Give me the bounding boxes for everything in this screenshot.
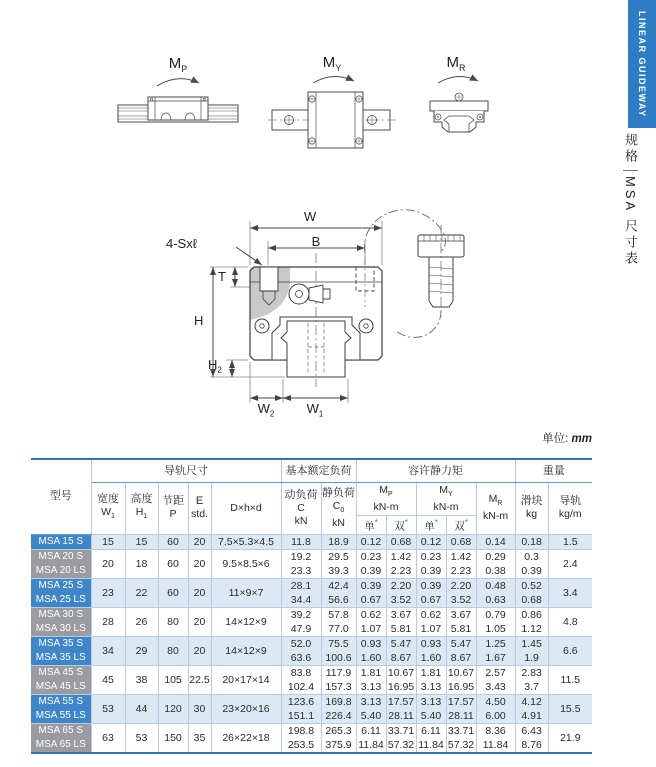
value-cell: 120 [158,694,188,723]
value-cell: 150 [158,723,188,753]
screw-callout-label: 4-Sxℓ [166,236,197,251]
value-cell: 4.50 6.00 [476,694,515,723]
value-cell: 0.68 [446,534,476,549]
value-cell: 0.79 1.05 [476,607,515,636]
value-cell: 0.3 0.39 [515,549,548,578]
value-cell: 3.13 5.40 [356,694,386,723]
spec-row [31,723,592,753]
value-cell: 3.67 5.81 [386,607,416,636]
value-cell: 14×12×9 [211,636,281,665]
value-cell: 38 [125,665,158,694]
value-cell: 0.62 1.07 [356,607,386,636]
value-cell: 44 [125,694,158,723]
value-cell: 18.9 [321,534,356,549]
col-header-mp-single: 单* [356,516,386,535]
col-header-my-single: 单* [416,516,446,535]
group-header-weight: 重量 [515,459,592,483]
value-cell: 17.57 28.11 [387,695,415,722]
spec-table-body [31,534,592,753]
value-cell: 2.20 3.52 [386,578,416,607]
value-cell: 0.39 0.67 [356,578,386,607]
model-cell: MSA 25 S MSA 25 LS [31,578,91,607]
dim-label-w2: $W_2$ [257,401,275,419]
col-header-static-load: 静负荷 $C_0$ kN [321,483,356,535]
value-cell: 11.5 [548,665,592,694]
value-cell: 35 [188,723,211,753]
spec-row [31,636,592,665]
value-cell: 6.11 11.84 [416,723,446,753]
yaw-moment-figure [268,70,398,155]
value-cell: 45 [91,665,125,694]
value-cell: 1.81 3.13 [356,665,386,694]
value-cell: 169.8 226.4 [321,694,356,723]
value-cell: 60 [158,534,188,549]
col-header-my-double: 双* [446,516,476,535]
value-cell: 26×22×18 [211,723,281,753]
value-cell: 42.4 56.6 [321,578,356,607]
spec-row [31,694,592,723]
col-header-height: 高度 $H_1$ [125,483,158,535]
value-cell: 0.12 [356,534,386,549]
value-cell: 6.43 8.76 [515,723,548,753]
value-cell: 53 [125,723,158,753]
group-header-moment: 容许静力矩 [356,459,515,483]
value-cell: 7.5×5.3×4.5 [211,534,281,549]
value-cell: 57.8 77.0 [321,607,356,636]
value-cell: 10.67 16.95 [387,666,415,693]
value-cell: 18 [125,549,158,578]
value-cell: 29.5 39.3 [321,549,356,578]
value-cell: 105 [158,665,188,694]
value-cell: 20 [91,549,125,578]
value-cell: 2.57 3.43 [476,665,515,694]
value-cell: 10.67 16.95 [447,666,475,693]
value-cell: 33.71 57.32 [387,724,415,751]
value-cell: 30 [188,694,211,723]
side-tab-group: 规格 [623,133,638,165]
value-cell: 19.2 23.3 [281,549,321,578]
value-cell: 6.6 [548,636,592,665]
value-cell: 15 [125,534,158,549]
value-cell: 21.9 [548,723,592,753]
value-cell: 39.2 47.9 [281,607,321,636]
value-cell: 123.6 151.1 [281,694,321,723]
col-header-block-weight: 滑块 kg [515,483,548,535]
value-cell: 0.48 0.63 [476,578,515,607]
group-header-rail-dims: 导轨尺寸 [91,459,281,483]
moment-label-mr: $M_R$ [446,54,466,73]
value-cell: 0.93 1.60 [356,636,386,665]
value-cell: 22 [125,578,158,607]
value-cell: 0.29 0.38 [476,549,515,578]
value-cell: 3.67 5.81 [446,607,476,636]
value-cell: 52.0 63.6 [281,636,321,665]
value-cell: 0.62 1.07 [416,607,446,636]
spec-table [31,458,592,754]
moment-arc-my [313,76,354,83]
side-banner [628,0,656,128]
dim-label-w1: $W_1$ [306,401,324,419]
col-header-e: E std. [188,483,211,535]
value-cell: 0.39 0.67 [416,578,446,607]
col-header-my: $M_Y$ kN-m [416,483,476,516]
col-header-width: 宽度 $W_1$ [91,483,125,535]
value-cell: 0.14 [476,534,515,549]
side-tab [621,133,640,267]
value-cell: 1.42 2.23 [386,549,416,578]
dim-label-h: H [194,313,204,328]
model-cell: MSA 30 S MSA 30 LS [31,607,91,636]
value-cell: 2.83 3.7 [515,665,548,694]
value-cell: 0.86 1.12 [515,607,548,636]
value-cell: 1.5 [548,534,592,549]
spec-row [31,607,592,636]
value-cell: 3.13 5.40 [416,694,446,723]
unit-value: mm [571,433,592,445]
value-cell: 2.20 3.52 [446,578,476,607]
value-cell: 11×9×7 [211,578,281,607]
value-cell: 28.1 34.4 [281,578,321,607]
dim-label-h2: $H_2$ [208,357,222,375]
value-cell: 0.18 [515,534,548,549]
model-cell: MSA 55 S MSA 55 LS [31,694,91,723]
unit-label: 单位: [542,433,569,445]
value-cell: 11.8 [281,534,321,549]
value-cell: 198.8 253.5 [281,723,321,753]
model-cell: MSA 20 S MSA 20 LS [31,549,91,578]
value-cell: 20×17×14 [211,665,281,694]
model-cell: MSA 35 S MSA 35 LS [31,636,91,665]
value-cell: 80 [158,607,188,636]
value-cell: 29 [125,636,158,665]
value-cell: 2.4 [548,549,592,578]
value-cell: 20 [188,607,211,636]
dimension-drawing [150,195,490,430]
value-cell: 20 [188,534,211,549]
dim-label-w: W [303,209,317,224]
col-header-pitch: 节距 P [158,483,188,535]
value-cell: 4.12 4.91 [515,694,548,723]
value-cell: 117.9 157.3 [321,665,356,694]
moment-arc-mp [157,79,199,86]
col-header-mp: $M_P$ kN-m [356,483,416,516]
value-cell: 0.23 0.39 [356,549,386,578]
value-cell: 3.4 [548,578,592,607]
value-cell: 60 [158,549,188,578]
moment-arc-mr [438,76,478,83]
col-header-model: 型号 [31,459,91,534]
moment-label-my: $M_Y$ [322,54,342,73]
unit-note [542,430,592,446]
moment-label-mp: $M_P$ [168,55,188,74]
value-cell: 0.23 0.39 [416,549,446,578]
value-cell: 0.12 [416,534,446,549]
value-cell: 23×20×16 [211,694,281,723]
value-cell: 0.52 0.68 [515,578,548,607]
value-cell: 265.3 375.9 [321,723,356,753]
value-cell: 22.5 [188,665,211,694]
value-cell: 28 [91,607,125,636]
value-cell: 1.81 3.13 [416,665,446,694]
spec-row [31,549,592,578]
value-cell: 15 [91,534,125,549]
col-header-mp-double: 双* [386,516,416,535]
group-header-load: 基本额定负荷 [281,459,356,483]
value-cell: 23 [91,578,125,607]
value-cell: 6.11 11.84 [356,723,386,753]
value-cell: 33.71 57.32 [447,724,475,751]
roll-moment-figure [105,70,260,128]
value-cell: 8.36 11.84 [476,723,515,753]
value-cell: 9.5×8.5×6 [211,549,281,578]
spec-row [31,534,592,549]
side-tab-page: MSA 尺寸表 [623,176,638,268]
tab-divider [623,170,638,171]
col-header-rail-weight: 导轨 kg/m [548,483,592,535]
spec-row [31,665,592,694]
banner-text: LINEAR GUIDEWAY [637,10,647,118]
model-cell: MSA 45 S MSA 45 LS [31,665,91,694]
value-cell: 0.68 [386,534,416,549]
value-cell: 1.45 1.9 [515,636,548,665]
dim-label-t: T [218,269,226,284]
value-cell: 63 [91,723,125,753]
col-header-mr: $M_R$ kN-m [476,483,515,535]
value-cell: 5.47 8.67 [386,636,416,665]
value-cell: 20 [188,549,211,578]
pitch-moment-figure [418,70,503,140]
spec-row [31,578,592,607]
model-cell: MSA 15 S [31,534,91,549]
value-cell: 0.93 1.60 [416,636,446,665]
value-cell: 34 [91,636,125,665]
value-cell: 4.8 [548,607,592,636]
value-cell: 53 [91,694,125,723]
model-cell: MSA 65 S MSA 65 LS [31,723,91,753]
value-cell: 1.42 2.23 [446,549,476,578]
value-cell: 1.25 1.67 [476,636,515,665]
value-cell: 60 [158,578,188,607]
col-header-dhd: D×h×d [211,483,281,535]
value-cell: 5.47 8.67 [446,636,476,665]
col-header-dynamic-load: 动负荷 C kN [281,483,321,535]
value-cell: 20 [188,578,211,607]
dim-label-b: B [311,234,321,249]
value-cell: 17.57 28.11 [447,695,475,722]
value-cell: 83.8 102.4 [281,665,321,694]
value-cell: 15.5 [548,694,592,723]
value-cell: 26 [125,607,158,636]
value-cell: 14×12×9 [211,607,281,636]
value-cell: 20 [188,636,211,665]
value-cell: 80 [158,636,188,665]
value-cell: 75.5 100.6 [321,636,356,665]
